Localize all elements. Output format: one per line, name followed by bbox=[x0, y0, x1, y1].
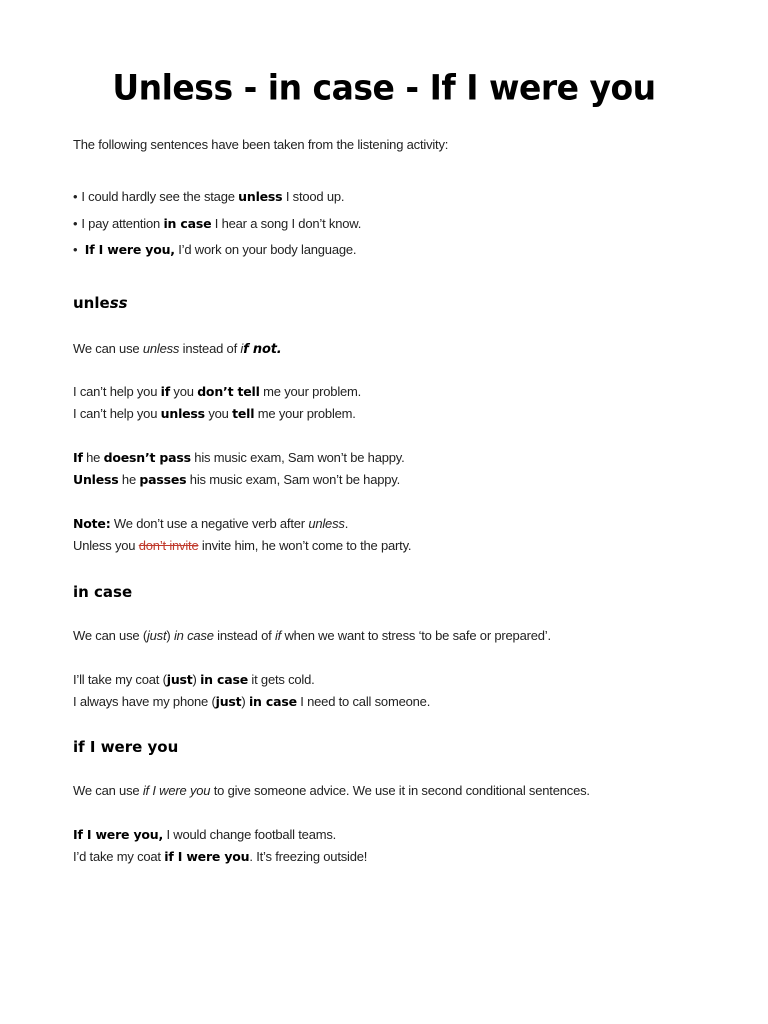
unless-example-3: If he doesn’t pass his music exam, Sam won’t be happy. bbox=[73, 450, 405, 465]
unless-example-2: I can’t help you unless you tell me your problem. bbox=[73, 406, 356, 421]
page-title: Unless - in case - If I were you bbox=[112, 67, 656, 108]
bullet-item-1: • I could hardly see the stage unless I stood up. bbox=[73, 189, 345, 204]
ifiwere-example-2: I’d take my coat if I were you. It’s freezing outside! bbox=[73, 849, 368, 864]
unless-note: Note: We don’t use a negative verb after unless. bbox=[73, 516, 349, 531]
bullet-icon: • bbox=[73, 216, 78, 231]
heading-if-i-were-you: if I were you bbox=[73, 738, 179, 756]
ifiwere-usage: We can use if I were you to give someone advice. We use it in second conditional sentences. bbox=[73, 783, 590, 798]
bullet-icon: • bbox=[73, 189, 78, 204]
unless-example-5: Unless you don’t invite invite him, he won’t come to the party. bbox=[73, 538, 412, 553]
bullet-item-2: • I pay attention in case I hear a song I don’t know. bbox=[73, 216, 362, 231]
unless-usage: We can use unless instead of if not. bbox=[73, 341, 282, 357]
incase-example-1: I’ll take my coat (just) in case it gets cold. bbox=[73, 672, 315, 687]
struck-text: don’t invite bbox=[138, 538, 199, 553]
incase-example-2: I always have my phone (just) in case I need to call someone. bbox=[73, 694, 431, 709]
heading-unless: unless bbox=[73, 294, 128, 312]
unless-example-1: I can’t help you if you don’t tell me your problem. bbox=[73, 384, 362, 399]
ifiwere-example-1: If I were you, I would change football teams. bbox=[73, 827, 337, 842]
heading-in-case: in case bbox=[73, 583, 133, 601]
intro-text: The following sentences have been taken from the listening activity: bbox=[73, 137, 449, 152]
incase-usage: We can use (just) in case instead of if when we want to stress ‘to be safe or prepared’. bbox=[73, 628, 551, 643]
unless-example-4: Unless he passes his music exam, Sam won’t be happy. bbox=[73, 472, 401, 487]
bullet-icon: • bbox=[73, 242, 78, 257]
bullet-item-3: • If I were you, I’d work on your body language. bbox=[73, 242, 357, 257]
